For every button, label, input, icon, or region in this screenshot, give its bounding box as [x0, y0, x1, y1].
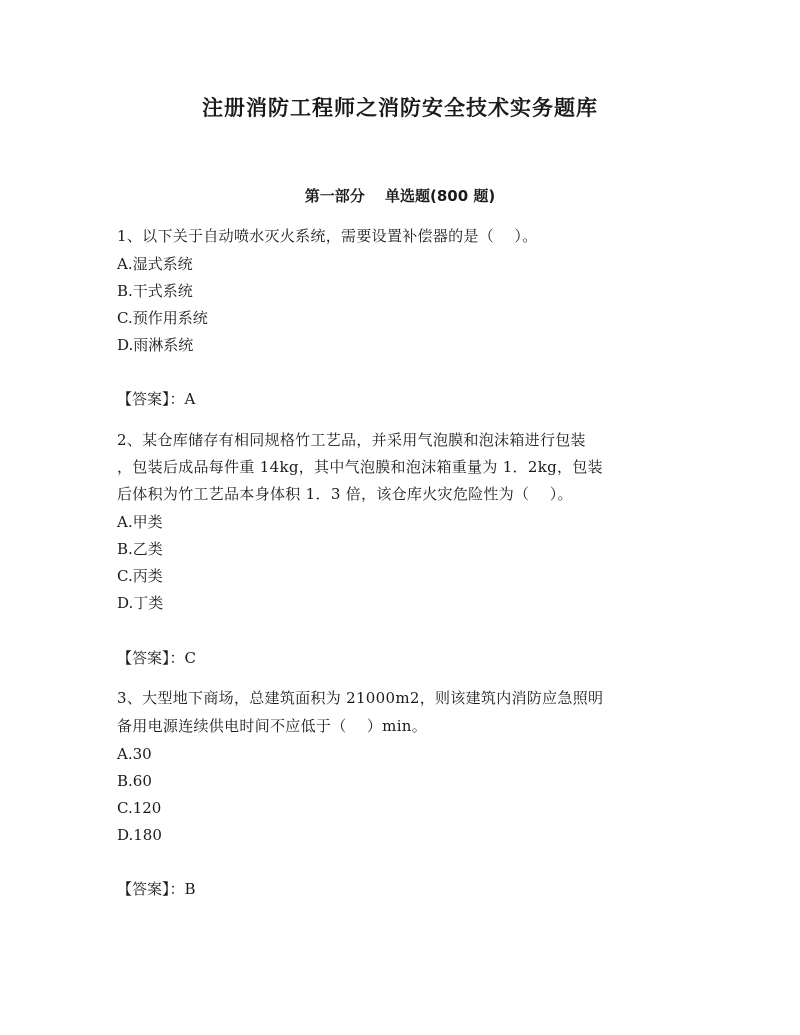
section-heading: 第一部分 单选题(800 题) — [304, 187, 496, 205]
option-b: B.乙类 — [117, 540, 163, 558]
question-stem: ，包装后成品每件重 14kg，其中气泡膜和泡沫箱重量为 1．2kg，包装 — [117, 458, 603, 476]
answer: 【答案】：A — [117, 390, 196, 408]
option-c: C.预作用系统 — [117, 309, 208, 327]
option-c: C.丙类 — [117, 567, 163, 585]
option-b: B.干式系统 — [117, 282, 193, 300]
question-stem: 备用电源连续供电时间不应低于（ ）min。 — [117, 717, 428, 735]
option-c: C.120 — [117, 799, 162, 817]
option-b: B.60 — [117, 772, 152, 790]
page-title: 注册消防工程师之消防安全技术实务题库 — [202, 96, 598, 120]
option-d: D.雨淋系统 — [117, 336, 194, 354]
question-stem: 后体积为竹工艺品本身体积 1．3 倍，该仓库火灾危险性为（ ）。 — [117, 485, 573, 503]
option-d: D.丁类 — [117, 594, 164, 612]
question-stem: 3、大型地下商场，总建筑面积为 21000m2，则该建筑内消防应急照明 — [117, 689, 604, 707]
answer: 【答案】：B — [117, 880, 196, 898]
option-a: A.甲类 — [117, 513, 163, 531]
answer: 【答案】：C — [117, 649, 196, 667]
option-d: D.180 — [117, 826, 162, 844]
option-a: A.30 — [117, 745, 152, 763]
question-stem: 2、某仓库储存有相同规格竹工艺品，并采用气泡膜和泡沫箱进行包装 — [117, 431, 586, 449]
option-a: A.湿式系统 — [117, 255, 193, 273]
question-stem: 1、以下关于自动喷水灭火系统，需要设置补偿器的是（ ）。 — [117, 227, 538, 245]
